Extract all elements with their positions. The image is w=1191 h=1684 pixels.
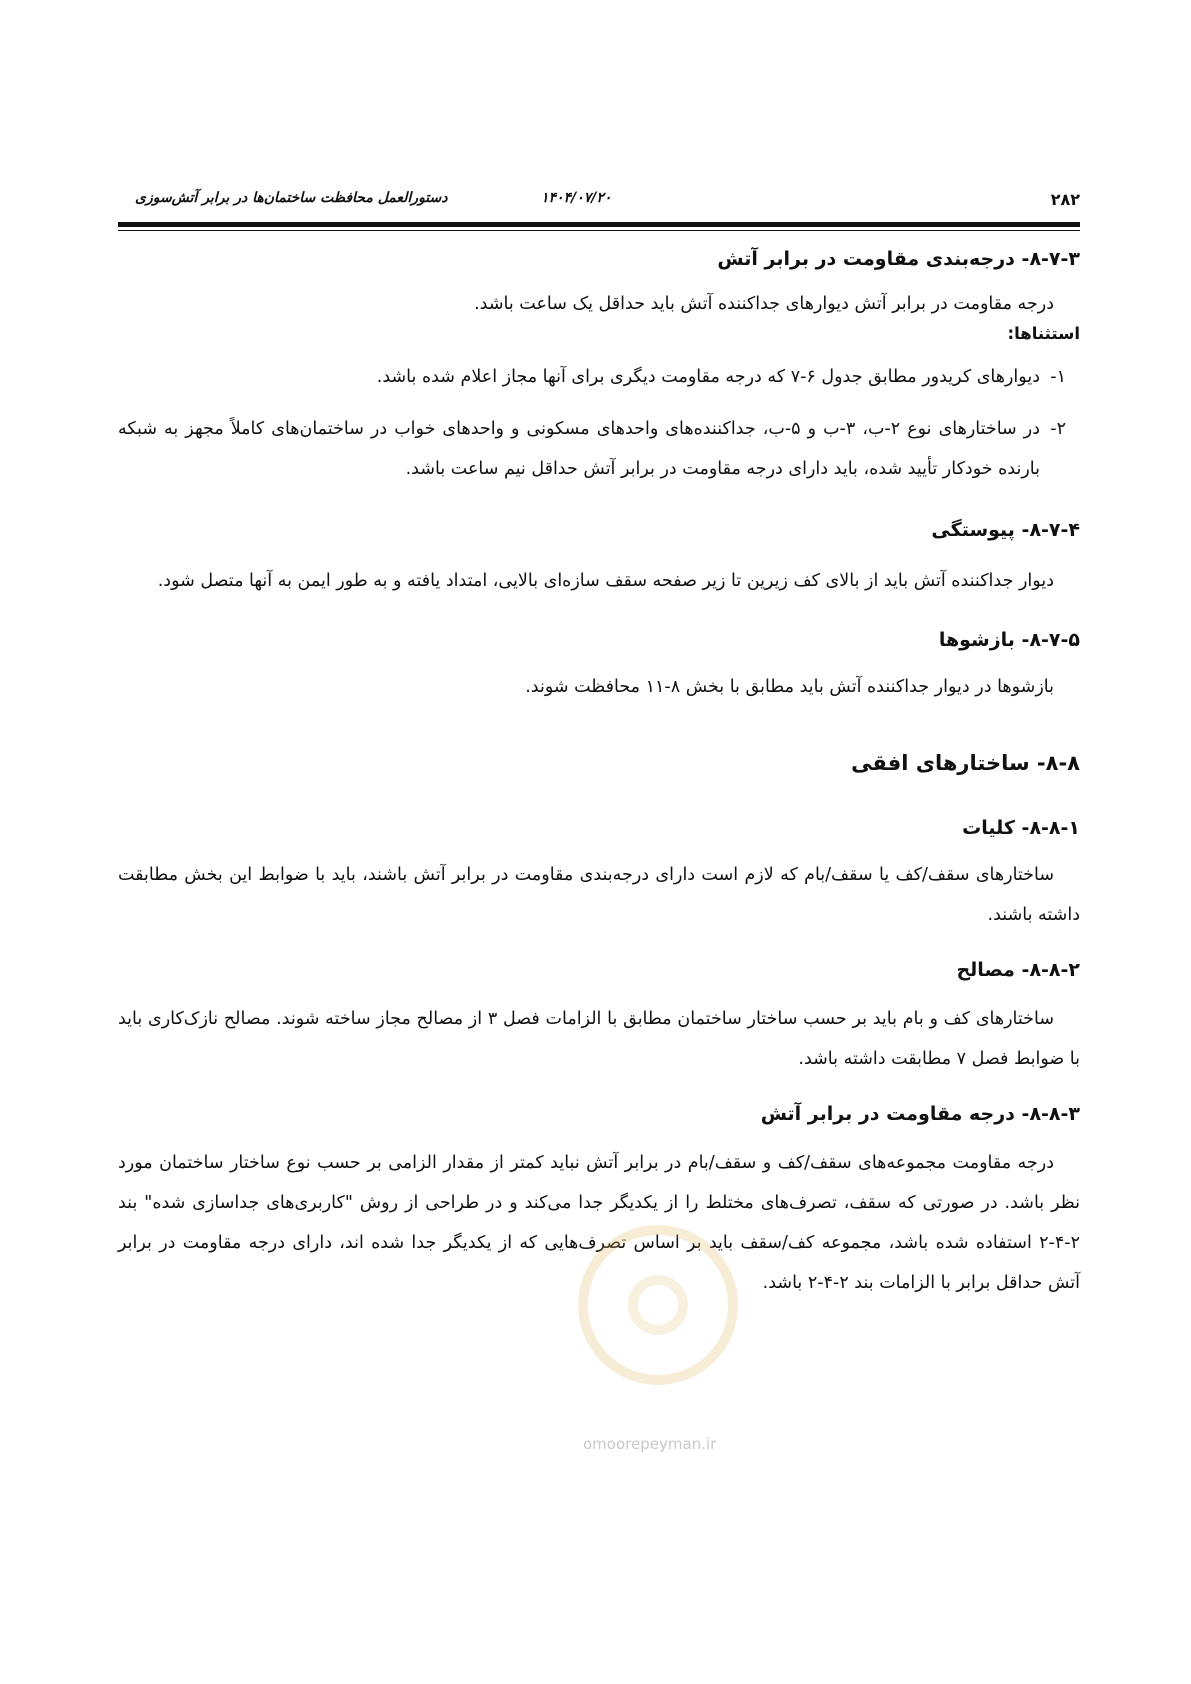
section-8-8-2-heading: ۸-۸-۲- مصالح <box>956 959 1080 981</box>
page-header <box>118 182 1080 212</box>
list-item-text: دیوارهای کریدور مطابق جدول ۶-۷ که درجه مقاومت دیگری برای آنها مجاز اعلام شده باشد. <box>376 367 1040 387</box>
list-item-text: در ساختارهای نوع ۲-ب، ۳-ب و ۵-ب، جداکننده‌های واحدهای مسکونی و واحدهای خواب در ساختمان‌های کاملاً مجهز به شبکه بارنده خودکار تأیید شده، باید دارای درجه مقاومت در برابر آتش حداقل نیم ساعت باشد. <box>118 419 1041 479</box>
page-number: ۲۸۲ <box>1050 190 1080 209</box>
watermark-text: omoorepeyman.ir <box>583 1435 717 1453</box>
list-item-number: ۲- <box>1050 419 1066 439</box>
list-item-number: ۱- <box>1050 367 1066 387</box>
section-8-7-3-paragraph: درجه مقاومت در برابر آتش دیوارهای جداکننده آتش باید حداقل یک ساعت باشد. <box>474 294 1054 314</box>
list-item <box>118 357 1080 397</box>
section-8-7-4-heading: ۸-۷-۴- پیوستگی <box>931 519 1080 541</box>
section-8-8-3-heading: ۸-۸-۳- درجه مقاومت در برابر آتش <box>760 1103 1080 1125</box>
exceptions-list <box>118 357 1080 489</box>
section-8-8-2-paragraph: ساختارهای کف و بام باید بر حسب ساختار ساختمان مطابق با الزامات فصل ۳ از مصالح مجاز ساخته شوند. مصالح نازک‌کاری باید با ضوابط فصل ۷ مطابقت داشته باشد. <box>118 1009 1080 1069</box>
header-title: دستورالعمل محافظت ساختمان‌ها در برابر آتش‌سوزی <box>135 190 448 206</box>
watermark-logo-icon <box>578 1225 738 1385</box>
document-page <box>118 0 1080 1684</box>
exceptions-label: استثناها: <box>1007 324 1080 343</box>
header-date: ۱۴۰۴/۰۷/۲۰ <box>541 190 612 206</box>
section-8-7-3-heading: ۸-۷-۳- درجه‌بندی مقاومت در برابر آتش <box>717 248 1080 270</box>
section-8-8-1-heading: ۸-۸-۱- کلیات <box>962 817 1080 839</box>
section-8-7-5-heading: ۸-۷-۵- بازشوها <box>938 629 1080 651</box>
section-8-7-4-paragraph: دیوار جداکننده آتش باید از بالای کف زیرین تا زیر صفحه سقف سازه‌ای بالایی، امتداد یافته و به طور ایمن به آنها متصل شود. <box>157 571 1054 591</box>
section-8-8-1-paragraph: ساختارهای سقف/کف یا سقف/بام که لازم است دارای درجه‌بندی مقاومت در برابر آتش باشند، باید با ضوابط این بخش مطابقت داشته باشند. <box>118 865 1080 925</box>
page-content <box>118 248 1080 1303</box>
section-8-7-5-paragraph: بازشوها در دیوار جداکننده آتش باید مطابق با بخش ۸-۱۱ محافظت شوند. <box>525 677 1054 697</box>
list-item <box>118 409 1080 489</box>
section-8-8-heading: ۸-۸- ساختارهای افقی <box>851 751 1080 775</box>
header-rule-thick <box>118 222 1080 227</box>
header-rule-thin <box>118 230 1080 231</box>
section-8-8-3-paragraph: درجه مقاومت مجموعه‌های سقف/کف و سقف/بام در برابر آتش نباید کمتر از مقدار الزامی بر حسب نوع ساختار ساختمان مورد نظر باشد. در صورتی که سقف، تصرف‌های مختلط را از یکدیگر جدا می‌کند و در طراحی از روش "کاربری‌های جداسازی شده" بند ۲-۴-۲ استفاده شده باشد، مجموعه کف/سقف باید بر اساس تصرف‌هایی که از یکدیگر جدا شده اند، دارای درجه مقاومت در برابر آتش حداقل برابر با الزامات بند ۲-۴-۲ باشد. <box>118 1153 1080 1293</box>
